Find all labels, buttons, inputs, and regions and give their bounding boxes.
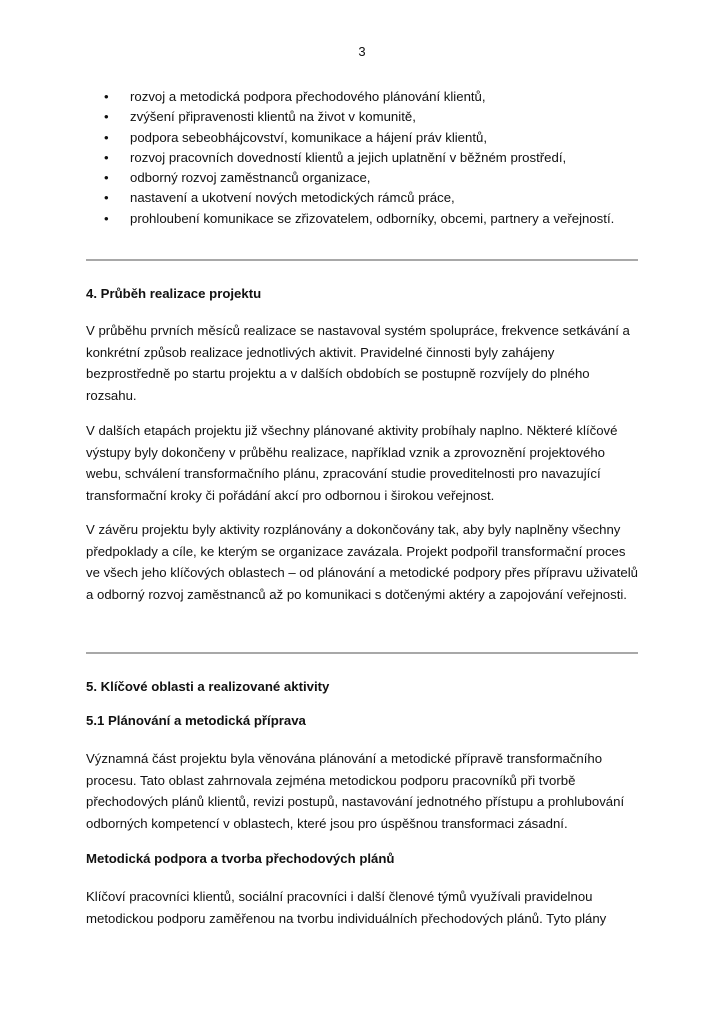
bullet-icon: •	[104, 129, 109, 145]
topic-heading: Metodická podpora a tvorba přechodových plánů	[86, 851, 395, 866]
list-item: • rozvoj a metodická podpora přechodového plánování klientů,	[86, 87, 646, 107]
section-divider	[86, 652, 638, 654]
bullet-icon: •	[104, 210, 109, 226]
paragraph: V průběhu prvních měsíců realizace se nastavoval systém spolupráce, frekvence setkávání a konkrétní způsob realizace jednotlivých aktivit. Pravidelné činnosti byly zahájeny bezprostředně po startu projektu a v dalších obdobích se postupně rozvíjely do plného rozsahu.	[86, 323, 630, 404]
bullet-icon: •	[104, 109, 109, 125]
bullet-icon: •	[104, 190, 109, 206]
list-item: • nastavení a ukotvení nových metodických rámců práce,	[86, 188, 646, 208]
paragraph: V dalších etapách projektu již všechny plánované aktivity probíhaly naplno. Některé klíčové výstupy byly dokončeny v průběhu realizace, například vznik a zprovoznění projektového webu, schválení transformačního plánu, zpracování studie proveditelnosti pro navazující transformační kroky či pořádání akcí pro odbornou i širokou veřejnost.	[86, 423, 618, 504]
section-divider	[86, 259, 638, 261]
list-item: • podpora sebeobhájcovství, komunikace a hájení práv klientů,	[86, 128, 646, 148]
bullet-icon: •	[104, 170, 109, 186]
paragraph: Významná část projektu byla věnována plánování a metodické přípravě transformačního procesu. Tato oblast zahrnovala zejména metodickou podporu pracovníků při tvorbě přechodových plánů klientů, revizi postupů, nastavování jednotného přístupu a prohlubování odborných kompetencí v oblastech, které jsou pro úspěšnou transformaci zásadní.	[86, 751, 625, 832]
paragraph: Klíčoví pracovníci klientů, sociální pracovníci i další členové týmů využívali pravidelnou metodickou podporu zaměřenou na tvorbu individuálních přechodových plánů. Tyto plány	[86, 889, 607, 926]
bullet-icon: •	[104, 149, 109, 165]
list-item: • rozvoj pracovních dovedností klientů a jejich uplatnění v běžném prostředí,	[86, 148, 646, 168]
section-heading-4: 4. Průběh realizace projektu	[86, 286, 262, 301]
subsection-heading-5-1: 5.1 Plánování a metodická příprava	[86, 713, 306, 728]
bullet-icon: •	[104, 89, 109, 104]
section-heading-5: 5. Klíčové oblasti a realizované aktivity	[86, 679, 330, 694]
list-item: • zvýšení připravenosti klientů na život v komunitě,	[86, 107, 646, 127]
list-item: • prohloubení komunikace se zřizovatelem, odborníky, obcemi, partnery a veřejností.	[86, 209, 646, 229]
list-item: • odborný rozvoj zaměstnanců organizace,	[86, 168, 646, 188]
goals-list	[86, 87, 646, 229]
page-number: 3	[358, 44, 366, 59]
paragraph: V závěru projektu byly aktivity rozplánovány a dokončovány tak, aby byly naplněny všechny předpoklady a cíle, ke kterým se organizace zavázala. Projekt podpořil transformační proces ve všech jeho klíčových oblastech – od plánování a metodické podpory přes přípravu uživatelů a odborný rozvoj zaměstnanců až po komunikaci s dotčenými aktéry a zapojování veřejnosti.	[86, 522, 638, 603]
